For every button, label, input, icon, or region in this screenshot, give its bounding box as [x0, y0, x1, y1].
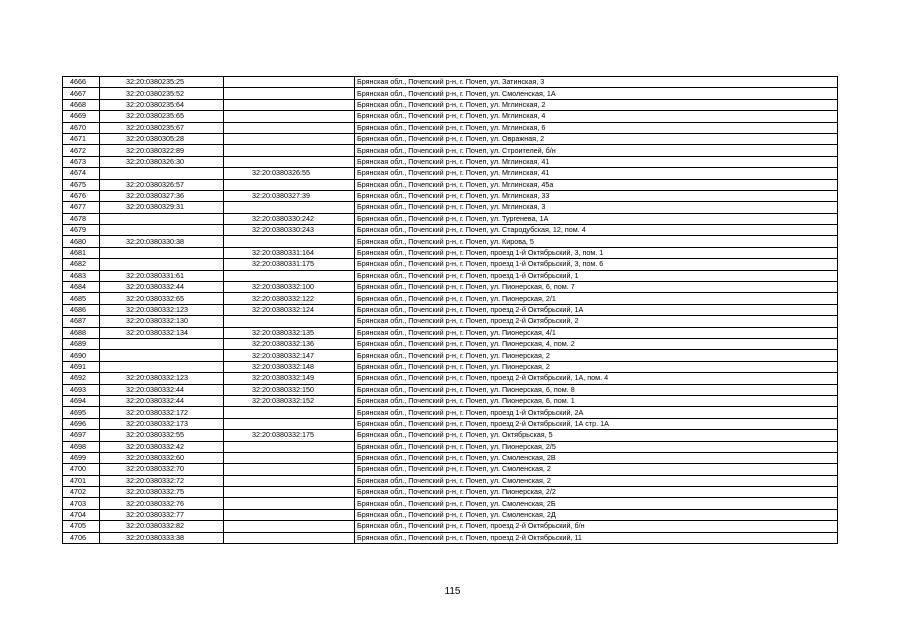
row-number-cell: 4675 [63, 179, 100, 190]
address-cell: Брянская обл., Почепский р-н, г. Почеп, ул. Мглинская, 2 [355, 99, 838, 110]
object-cadastral-number-cell: 32:20:0380332:135 [224, 327, 355, 338]
object-cadastral-number-cell [224, 133, 355, 144]
cadastral-number-cell: 32:20:0380326:30 [100, 156, 224, 167]
cadastral-number-cell: 32:20:0380322:89 [100, 145, 224, 156]
table-row [63, 247, 838, 258]
table-row [63, 498, 838, 509]
object-cadastral-number-cell [224, 316, 355, 327]
address-cell: Брянская обл., Почепский р-н, г. Почеп, ул. Овражная, 2 [355, 133, 838, 144]
row-number-cell: 4667 [63, 88, 100, 99]
row-number-cell: 4690 [63, 350, 100, 361]
address-cell: Брянская обл., Почепский р-н, г. Почеп, проезд 2-й Октябрьский, 1А стр. 1А [355, 418, 838, 429]
cadastral-number-cell [100, 213, 224, 224]
row-number-cell: 4680 [63, 236, 100, 247]
object-cadastral-number-cell [224, 407, 355, 418]
table-row [63, 316, 838, 327]
row-number-cell: 4678 [63, 213, 100, 224]
table-row [63, 168, 838, 179]
table-row [63, 338, 838, 349]
cadastral-number-cell: 32:20:0380235:64 [100, 99, 224, 110]
cadastral-number-cell: 32:20:0380332:44 [100, 282, 224, 293]
table-row [63, 88, 838, 99]
address-cell: Брянская обл., Почепский р-н, г. Почеп, ул. Пионерская, 2 [355, 350, 838, 361]
address-cell: Брянская обл., Почепский р-н, г. Почеп, проезд 1-й Октябрьский, 1 [355, 270, 838, 281]
object-cadastral-number-cell [224, 418, 355, 429]
row-number-cell: 4668 [63, 99, 100, 110]
cadastral-number-cell: 32:20:0380332:130 [100, 316, 224, 327]
object-cadastral-number-cell [224, 441, 355, 452]
object-cadastral-number-cell [224, 521, 355, 532]
row-number-cell: 4706 [63, 532, 100, 543]
address-cell: Брянская обл., Почепский р-н, г. Почеп, проезд 2-й Октябрьский, 11 [355, 532, 838, 543]
cadastral-number-cell: 32:20:0380332:77 [100, 509, 224, 520]
table-row [63, 293, 838, 304]
table-row [63, 407, 838, 418]
table-row [63, 259, 838, 270]
table-body [63, 77, 838, 544]
table-row [63, 190, 838, 201]
table-row [63, 270, 838, 281]
row-number-cell: 4671 [63, 133, 100, 144]
address-cell: Брянская обл., Почепский р-н, г. Почеп, ул. Мглинская, 3 [355, 202, 838, 213]
row-number-cell: 4698 [63, 441, 100, 452]
address-cell: Брянская обл., Почепский р-н, г. Почеп, ул. Смоленская, 2 [355, 464, 838, 475]
table-row [63, 361, 838, 372]
cadastral-number-cell [100, 338, 224, 349]
row-number-cell: 4673 [63, 156, 100, 167]
row-number-cell: 4672 [63, 145, 100, 156]
address-cell: Брянская обл., Почепский р-н, г. Почеп, ул. Мглинская, 4 [355, 111, 838, 122]
object-cadastral-number-cell [224, 509, 355, 520]
cadastral-number-cell: 32:20:0380235:67 [100, 122, 224, 133]
row-number-cell: 4677 [63, 202, 100, 213]
cadastral-number-cell [100, 350, 224, 361]
table-row [63, 487, 838, 498]
object-cadastral-number-cell [224, 475, 355, 486]
table-row [63, 464, 838, 475]
row-number-cell: 4686 [63, 304, 100, 315]
row-number-cell: 4692 [63, 373, 100, 384]
address-cell: Брянская обл., Почепский р-н, г. Почеп, ул. Пионерская, 2/5 [355, 441, 838, 452]
object-cadastral-number-cell: 32:20:0380327:39 [224, 190, 355, 201]
address-cell: Брянская обл., Почепский р-н, г. Почеп, ул. Пионерская, 2/2 [355, 487, 838, 498]
object-cadastral-number-cell: 32:20:0380332:152 [224, 395, 355, 406]
address-cell: Брянская обл., Почепский р-н, г. Почеп, ул. Строителей, б/н [355, 145, 838, 156]
cadastral-number-cell [100, 361, 224, 372]
object-cadastral-number-cell: 32:20:0380332:100 [224, 282, 355, 293]
address-cell: Брянская обл., Почепский р-н, г. Почеп, проезд 1-й Октябрьский, 3, пом. 6 [355, 259, 838, 270]
cadastral-number-cell: 32:20:0380332:123 [100, 304, 224, 315]
address-cell: Брянская обл., Почепский р-н, г. Почеп, ул. Октябрьская, 5 [355, 430, 838, 441]
address-cell: Брянская обл., Почепский р-н, г. Почеп, проезд 2-й Октябрьский, б/н [355, 521, 838, 532]
row-number-cell: 4697 [63, 430, 100, 441]
row-number-cell: 4704 [63, 509, 100, 520]
row-number-cell: 4693 [63, 384, 100, 395]
cadastral-number-cell [100, 259, 224, 270]
cadastral-number-cell: 32:20:0380332:44 [100, 384, 224, 395]
row-number-cell: 4691 [63, 361, 100, 372]
table-row [63, 384, 838, 395]
address-cell: Брянская обл., Почепский р-н, г. Почеп, ул. Смоленская, 1А [355, 88, 838, 99]
row-number-cell: 4703 [63, 498, 100, 509]
address-cell: Брянская обл., Почепский р-н, г. Почеп, ул. Мглинская, 6 [355, 122, 838, 133]
object-cadastral-number-cell: 32:20:0380332:124 [224, 304, 355, 315]
cadastral-number-cell: 32:20:0380332:70 [100, 464, 224, 475]
row-number-cell: 4696 [63, 418, 100, 429]
address-cell: Брянская обл., Почепский р-н, г. Почеп, ул. Смоленская, 2 [355, 475, 838, 486]
object-cadastral-number-cell: 32:20:0380332:149 [224, 373, 355, 384]
address-cell: Брянская обл., Почепский р-н, г. Почеп, ул. Пионерская, 2 [355, 361, 838, 372]
address-cell: Брянская обл., Почепский р-н, г. Почеп, ул. Пионерская, 4, пом. 2 [355, 338, 838, 349]
address-cell: Брянская обл., Почепский р-н, г. Почеп, проезд 1-й Октябрьский, 3, пом. 1 [355, 247, 838, 258]
table-row [63, 521, 838, 532]
cadastral-number-cell: 32:20:0380332:55 [100, 430, 224, 441]
address-cell: Брянская обл., Почепский р-н, г. Почеп, проезд 1-й Октябрьский, 2А [355, 407, 838, 418]
address-cell: Брянская обл., Почепский р-н, г. Почеп, ул. Смоленская, 2В [355, 452, 838, 463]
object-cadastral-number-cell [224, 122, 355, 133]
cadastral-number-cell: 32:20:0380235:25 [100, 77, 224, 88]
object-cadastral-number-cell [224, 156, 355, 167]
page-number: 115 [444, 586, 461, 597]
table-row [63, 430, 838, 441]
cadastral-number-cell: 32:20:0380327:36 [100, 190, 224, 201]
row-number-cell: 4685 [63, 293, 100, 304]
cadastral-number-cell: 32:20:0380332:75 [100, 487, 224, 498]
row-number-cell: 4683 [63, 270, 100, 281]
address-cell: Брянская обл., Почепский р-н, г. Почеп, ул. Кирова, 5 [355, 236, 838, 247]
object-cadastral-number-cell: 32:20:0380331:175 [224, 259, 355, 270]
table-row [63, 133, 838, 144]
table-row [63, 395, 838, 406]
address-cell: Брянская обл., Почепский р-н, г. Почеп, проезд 2-й Октябрьский, 1А [355, 304, 838, 315]
cadastral-number-cell: 32:20:0380332:65 [100, 293, 224, 304]
object-cadastral-number-cell: 32:20:0380332:150 [224, 384, 355, 395]
cadastral-number-cell: 32:20:0380332:173 [100, 418, 224, 429]
cadastral-number-cell: 32:20:0380326:57 [100, 179, 224, 190]
object-cadastral-number-cell: 32:20:0380326:55 [224, 168, 355, 179]
address-cell: Брянская обл., Почепский р-н, г. Почеп, ул. Смоленская, 2Б [355, 498, 838, 509]
row-number-cell: 4681 [63, 247, 100, 258]
row-number-cell: 4670 [63, 122, 100, 133]
object-cadastral-number-cell [224, 532, 355, 543]
cadastral-number-cell: 32:20:0380305:28 [100, 133, 224, 144]
table-row [63, 145, 838, 156]
object-cadastral-number-cell [224, 452, 355, 463]
address-cell: Брянская обл., Почепский р-н, г. Почеп, ул. Стародубская, 12, пом. 4 [355, 225, 838, 236]
table-row [63, 452, 838, 463]
row-number-cell: 4689 [63, 338, 100, 349]
object-cadastral-number-cell: 32:20:0380332:136 [224, 338, 355, 349]
cadastral-number-cell [100, 225, 224, 236]
address-cell: Брянская обл., Почепский р-н, г. Почеп, ул. Тургенева, 1А [355, 213, 838, 224]
address-cell: Брянская обл., Почепский р-н, г. Почеп, ул. Мглинская, 45а [355, 179, 838, 190]
table-row [63, 475, 838, 486]
address-cell: Брянская обл., Почепский р-н, г. Почеп, ул. Мглинская, 41 [355, 168, 838, 179]
cadastral-number-cell: 32:20:0380331:61 [100, 270, 224, 281]
table-row [63, 236, 838, 247]
address-cell: Брянская обл., Почепский р-н, г. Почеп, ул. Пионерская, 6, пом. 1 [355, 395, 838, 406]
table-row [63, 350, 838, 361]
cadastral-number-cell: 32:20:0380235:65 [100, 111, 224, 122]
cadastral-number-cell: 32:20:0380332:76 [100, 498, 224, 509]
cadastral-number-cell: 32:20:0380332:72 [100, 475, 224, 486]
object-cadastral-number-cell [224, 88, 355, 99]
object-cadastral-number-cell [224, 270, 355, 281]
table-row [63, 179, 838, 190]
table-row [63, 441, 838, 452]
cadastral-number-cell: 32:20:0380235:52 [100, 88, 224, 99]
cadastral-number-cell: 32:20:0380332:42 [100, 441, 224, 452]
object-cadastral-number-cell: 32:20:0380332:122 [224, 293, 355, 304]
row-number-cell: 4676 [63, 190, 100, 201]
object-cadastral-number-cell: 32:20:0380332:148 [224, 361, 355, 372]
cadastral-number-cell: 32:20:0380330:38 [100, 236, 224, 247]
cadastral-number-cell [100, 247, 224, 258]
object-cadastral-number-cell: 32:20:0380332:147 [224, 350, 355, 361]
address-cell: Брянская обл., Почепский р-н, г. Почеп, ул. Пионерская, 6, пом. 8 [355, 384, 838, 395]
table-row [63, 99, 838, 110]
table-row [63, 327, 838, 338]
object-cadastral-number-cell: 32:20:0380330:243 [224, 225, 355, 236]
table-row [63, 77, 838, 88]
row-number-cell: 4694 [63, 395, 100, 406]
cadastral-number-cell: 32:20:0380332:172 [100, 407, 224, 418]
row-number-cell: 4682 [63, 259, 100, 270]
table-row [63, 156, 838, 167]
object-cadastral-number-cell [224, 145, 355, 156]
object-cadastral-number-cell: 32:20:0380331:164 [224, 247, 355, 258]
row-number-cell: 4666 [63, 77, 100, 88]
cadastral-number-cell: 32:20:0380333:38 [100, 532, 224, 543]
registry-table [62, 76, 838, 544]
object-cadastral-number-cell [224, 464, 355, 475]
address-cell: Брянская обл., Почепский р-н, г. Почеп, проезд 2-й Октябрьский, 1А, пом. 4 [355, 373, 838, 384]
address-cell: Брянская обл., Почепский р-н, г. Почеп, проезд 2-й Октябрьский, 2 [355, 316, 838, 327]
table-row [63, 418, 838, 429]
object-cadastral-number-cell [224, 99, 355, 110]
cadastral-number-cell: 32:20:0380329:31 [100, 202, 224, 213]
cadastral-number-cell: 32:20:0380332:123 [100, 373, 224, 384]
row-number-cell: 4700 [63, 464, 100, 475]
object-cadastral-number-cell: 32:20:0380330:242 [224, 213, 355, 224]
row-number-cell: 4679 [63, 225, 100, 236]
row-number-cell: 4701 [63, 475, 100, 486]
table-row [63, 532, 838, 543]
table-row [63, 304, 838, 315]
row-number-cell: 4705 [63, 521, 100, 532]
object-cadastral-number-cell [224, 236, 355, 247]
row-number-cell: 4669 [63, 111, 100, 122]
address-cell: Брянская обл., Почепский р-н, г. Почеп, ул. Затинская, 3 [355, 77, 838, 88]
table-row [63, 282, 838, 293]
row-number-cell: 4699 [63, 452, 100, 463]
cadastral-number-cell: 32:20:0380332:82 [100, 521, 224, 532]
table-row [63, 111, 838, 122]
row-number-cell: 4684 [63, 282, 100, 293]
table-row [63, 509, 838, 520]
object-cadastral-number-cell [224, 487, 355, 498]
address-cell: Брянская обл., Почепский р-н, г. Почеп, ул. Мглинская, 33 [355, 190, 838, 201]
address-cell: Брянская обл., Почепский р-н, г. Почеп, ул. Пионерская, 4/1 [355, 327, 838, 338]
address-cell: Брянская обл., Почепский р-н, г. Почеп, ул. Пионерская, 6, пом. 7 [355, 282, 838, 293]
address-cell: Брянская обл., Почепский р-н, г. Почеп, ул. Пионерская, 2/1 [355, 293, 838, 304]
object-cadastral-number-cell [224, 202, 355, 213]
row-number-cell: 4695 [63, 407, 100, 418]
table-row [63, 225, 838, 236]
cadastral-number-cell: 32:20:0380332:134 [100, 327, 224, 338]
object-cadastral-number-cell: 32:20:0380332:175 [224, 430, 355, 441]
address-cell: Брянская обл., Почепский р-н, г. Почеп, ул. Мглинская, 41 [355, 156, 838, 167]
object-cadastral-number-cell [224, 111, 355, 122]
row-number-cell: 4702 [63, 487, 100, 498]
table-row [63, 213, 838, 224]
object-cadastral-number-cell [224, 77, 355, 88]
cadastral-number-cell: 32:20:0380332:60 [100, 452, 224, 463]
object-cadastral-number-cell [224, 498, 355, 509]
object-cadastral-number-cell [224, 179, 355, 190]
row-number-cell: 4688 [63, 327, 100, 338]
cadastral-number-cell: 32:20:0380332:44 [100, 395, 224, 406]
row-number-cell: 4687 [63, 316, 100, 327]
table-row [63, 122, 838, 133]
address-cell: Брянская обл., Почепский р-н, г. Почеп, ул. Смоленская, 2Д [355, 509, 838, 520]
table-row [63, 373, 838, 384]
row-number-cell: 4674 [63, 168, 100, 179]
cadastral-number-cell [100, 168, 224, 179]
table-row [63, 202, 838, 213]
